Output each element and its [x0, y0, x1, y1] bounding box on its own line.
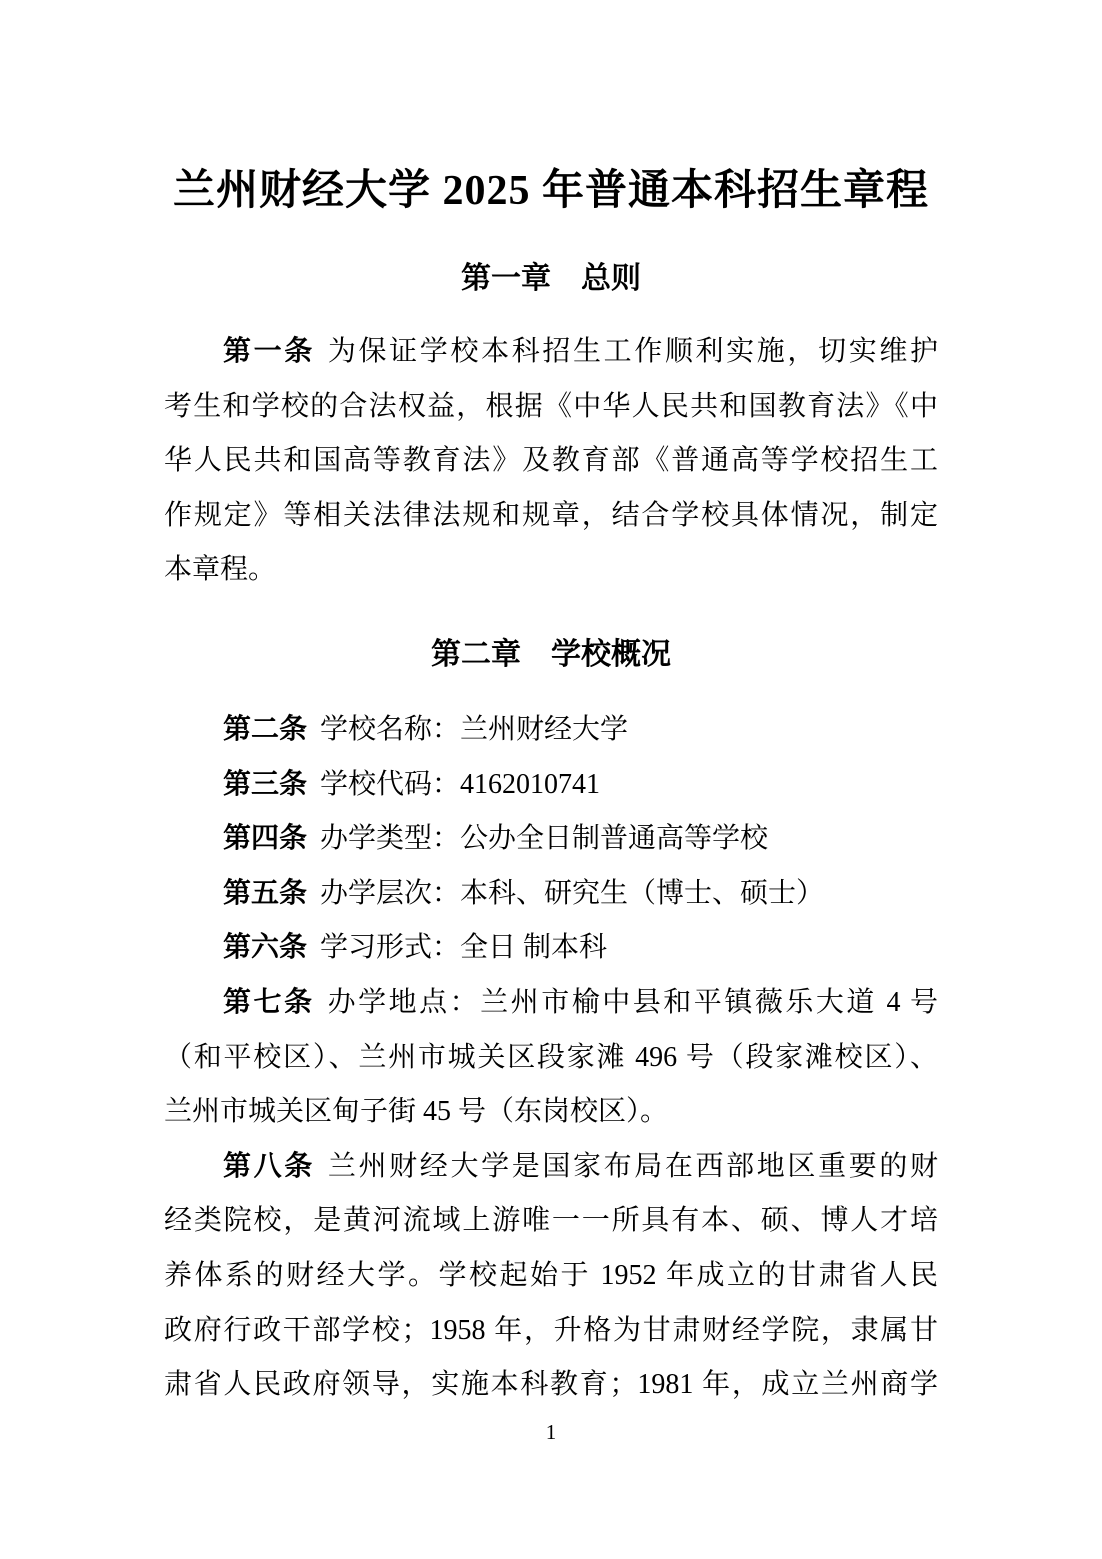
article-2	[164, 703, 938, 758]
article-4-text: 办学类型：公办全日制普通高等学校	[320, 823, 769, 855]
article-7-text: 办学地点：兰州市榆中县和平镇薇乐大道 4 号	[327, 986, 938, 1018]
article-2-text: 学校名称：兰州财经大学	[320, 713, 629, 745]
article-line: 华人民共和国高等教育法》及教育部《普通高等学校招生工	[164, 445, 938, 477]
article-line: 考生和学校的合法权益，根据《中华人民共和国教育法》《中	[164, 390, 938, 422]
article-8-text: 兰州财经大学是国家布局在西部地区重要的财	[327, 1150, 938, 1182]
article-7	[164, 976, 938, 1031]
chapter-1-heading: 第一章 总则	[461, 262, 641, 295]
article-1-text: 为保证学校本科招生工作顺利实施，切实维护	[327, 336, 938, 367]
article-3	[164, 758, 938, 813]
article-5-text: 办学层次：本科、研究生（博士、硕士）	[320, 877, 825, 909]
article-3-label: 第三条	[223, 768, 308, 800]
article-5-label: 第五条	[223, 877, 308, 909]
article-7-label: 第七条	[223, 986, 315, 1018]
chapter-2-heading: 第二章 学校概况	[431, 637, 671, 671]
article-line: 兰州市城关区甸子街 45 号（东岗校区）。	[164, 1096, 669, 1128]
article-4	[164, 812, 938, 867]
article-line: 作规定》等相关法律法规和规章，结合学校具体情况，制定	[164, 499, 938, 531]
article-line	[164, 325, 938, 380]
page-number: 1	[545, 1420, 557, 1444]
article-1	[164, 325, 938, 598]
article-line: 政府行政干部学校；1958 年，升格为甘肃财经学院，隶属甘	[164, 1314, 938, 1346]
article-6-text: 学习形式：全日 制本科	[320, 932, 608, 964]
article-4-label: 第四条	[223, 823, 308, 855]
article-1-label: 第一条	[223, 336, 315, 367]
document-title: 兰州财经大学 2025 年普通本科招生章程	[172, 168, 929, 214]
article-5	[164, 867, 938, 922]
article-8-label: 第八条	[223, 1150, 315, 1182]
chapter-2-articles	[164, 703, 938, 1413]
article-6-label: 第六条	[223, 932, 308, 964]
article-3-text: 学校代码：4162010741	[320, 768, 601, 800]
article-line: 本章程。	[164, 554, 277, 586]
article-line: 肃省人民政府领导，实施本科教育；1981 年，成立兰州商学	[164, 1369, 938, 1401]
article-2-label: 第二条	[223, 713, 308, 745]
article-line: 经类院校，是黄河流域上游唯一一所具有本、硕、博人才培	[164, 1205, 938, 1237]
article-line: 养体系的财经大学。学校起始于 1952 年成立的甘肃省人民	[164, 1259, 938, 1291]
article-8	[164, 1140, 938, 1195]
article-line: （和平校区）、兰州市城关区段家滩 496 号（段家滩校区）、	[164, 1041, 938, 1073]
article-6	[164, 921, 938, 976]
